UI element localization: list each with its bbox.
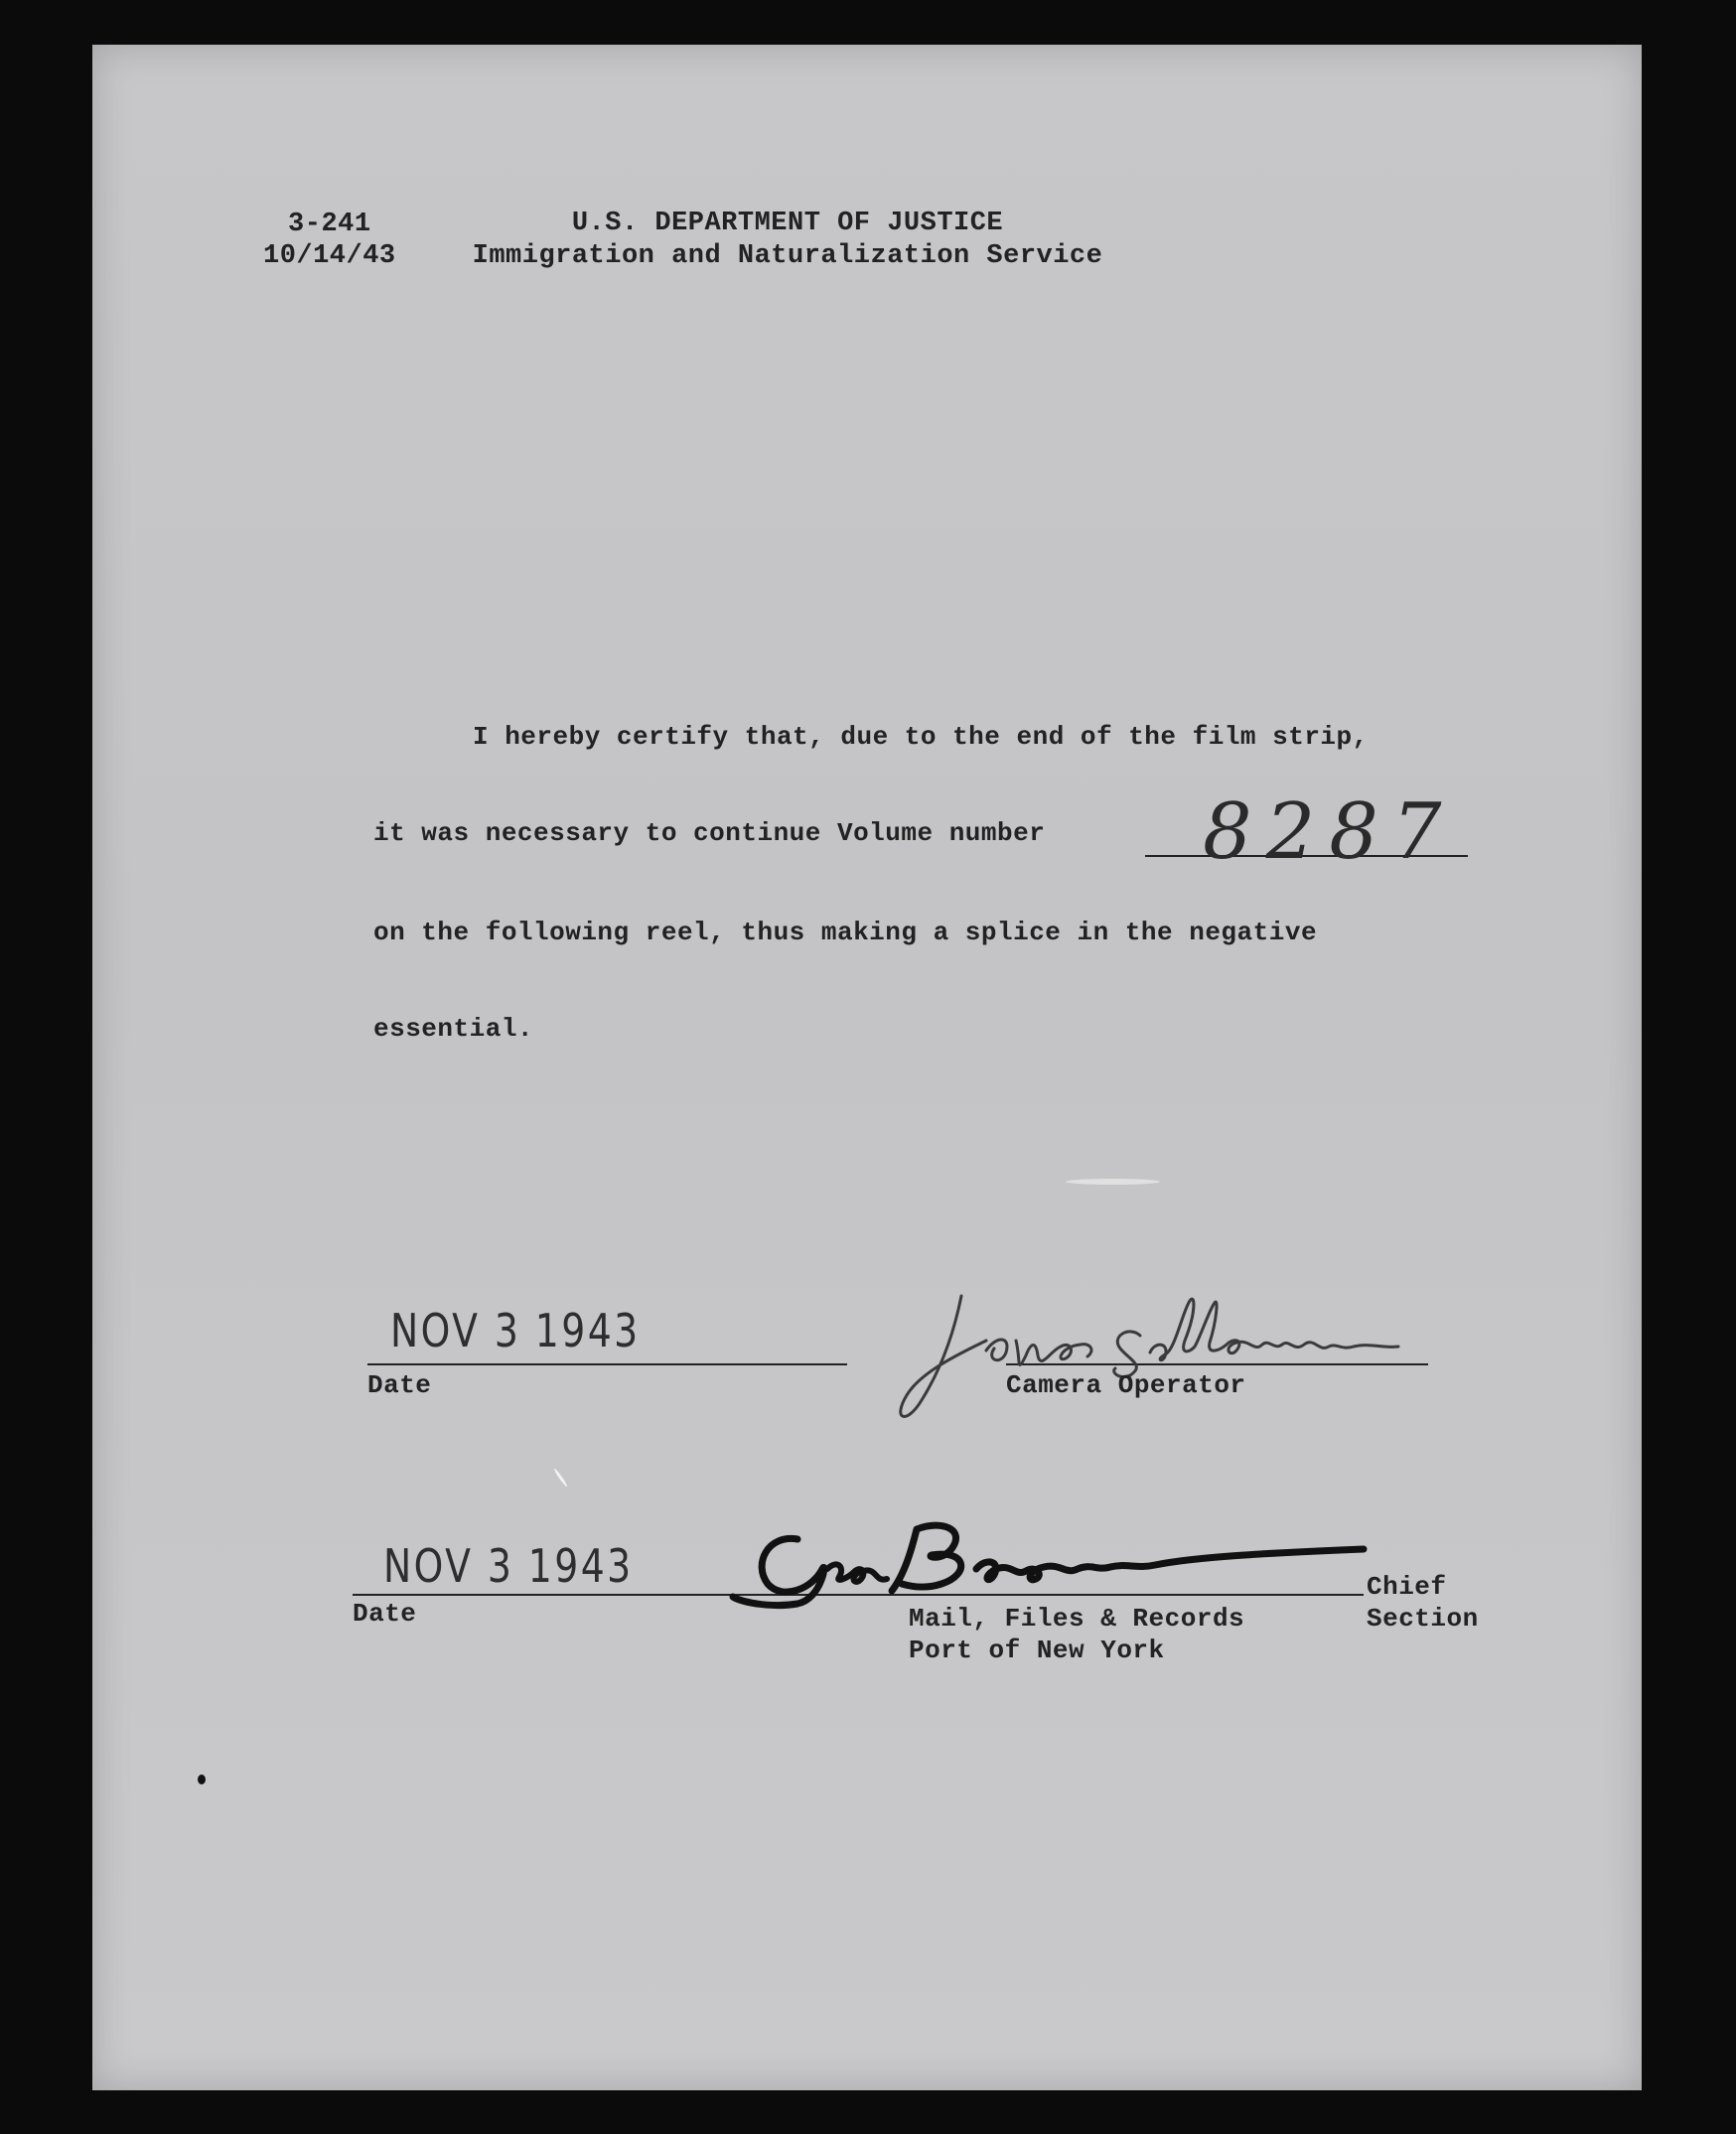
service-heading: Immigration and Naturalization Service [472,241,1103,271]
certification-line-2: it was necessary to continue Volume number [373,818,1046,848]
chief-signature [728,1509,1364,1619]
paper-smudge [1066,1179,1160,1185]
date-label-chief: Date [353,1599,417,1629]
date-stamp-camera: NOV 3 1943 [390,1304,641,1357]
volume-number-handwritten: 8287 [1203,787,1456,877]
port-of-new-york-label: Port of New York [909,1636,1165,1665]
document-sheet [92,45,1642,2090]
form-number: 3-241 [288,210,371,239]
section-label: Section [1367,1604,1479,1634]
camera-operator-label: Camera Operator [1006,1370,1246,1400]
mail-files-records-label: Mail, Files & Records [909,1604,1245,1634]
chief-label: Chief [1367,1572,1447,1602]
certification-line-3: on the following reel, thus making a splice in the negative [373,918,1318,947]
camera-operator-signature [867,1281,1423,1440]
department-heading: U.S. DEPARTMENT OF JUSTICE [571,209,1004,238]
scratch-mark [553,1468,568,1488]
dust-speck [198,1775,206,1784]
date-label-camera: Date [367,1370,432,1400]
date-line-camera [367,1363,847,1365]
certification-line-4: essential. [373,1014,534,1044]
form-date: 10/14/43 [263,241,396,271]
certification-line-1: I hereby certify that, due to the end of the film strip, [473,722,1369,752]
date-stamp-chief: NOV 3 1943 [383,1539,634,1593]
